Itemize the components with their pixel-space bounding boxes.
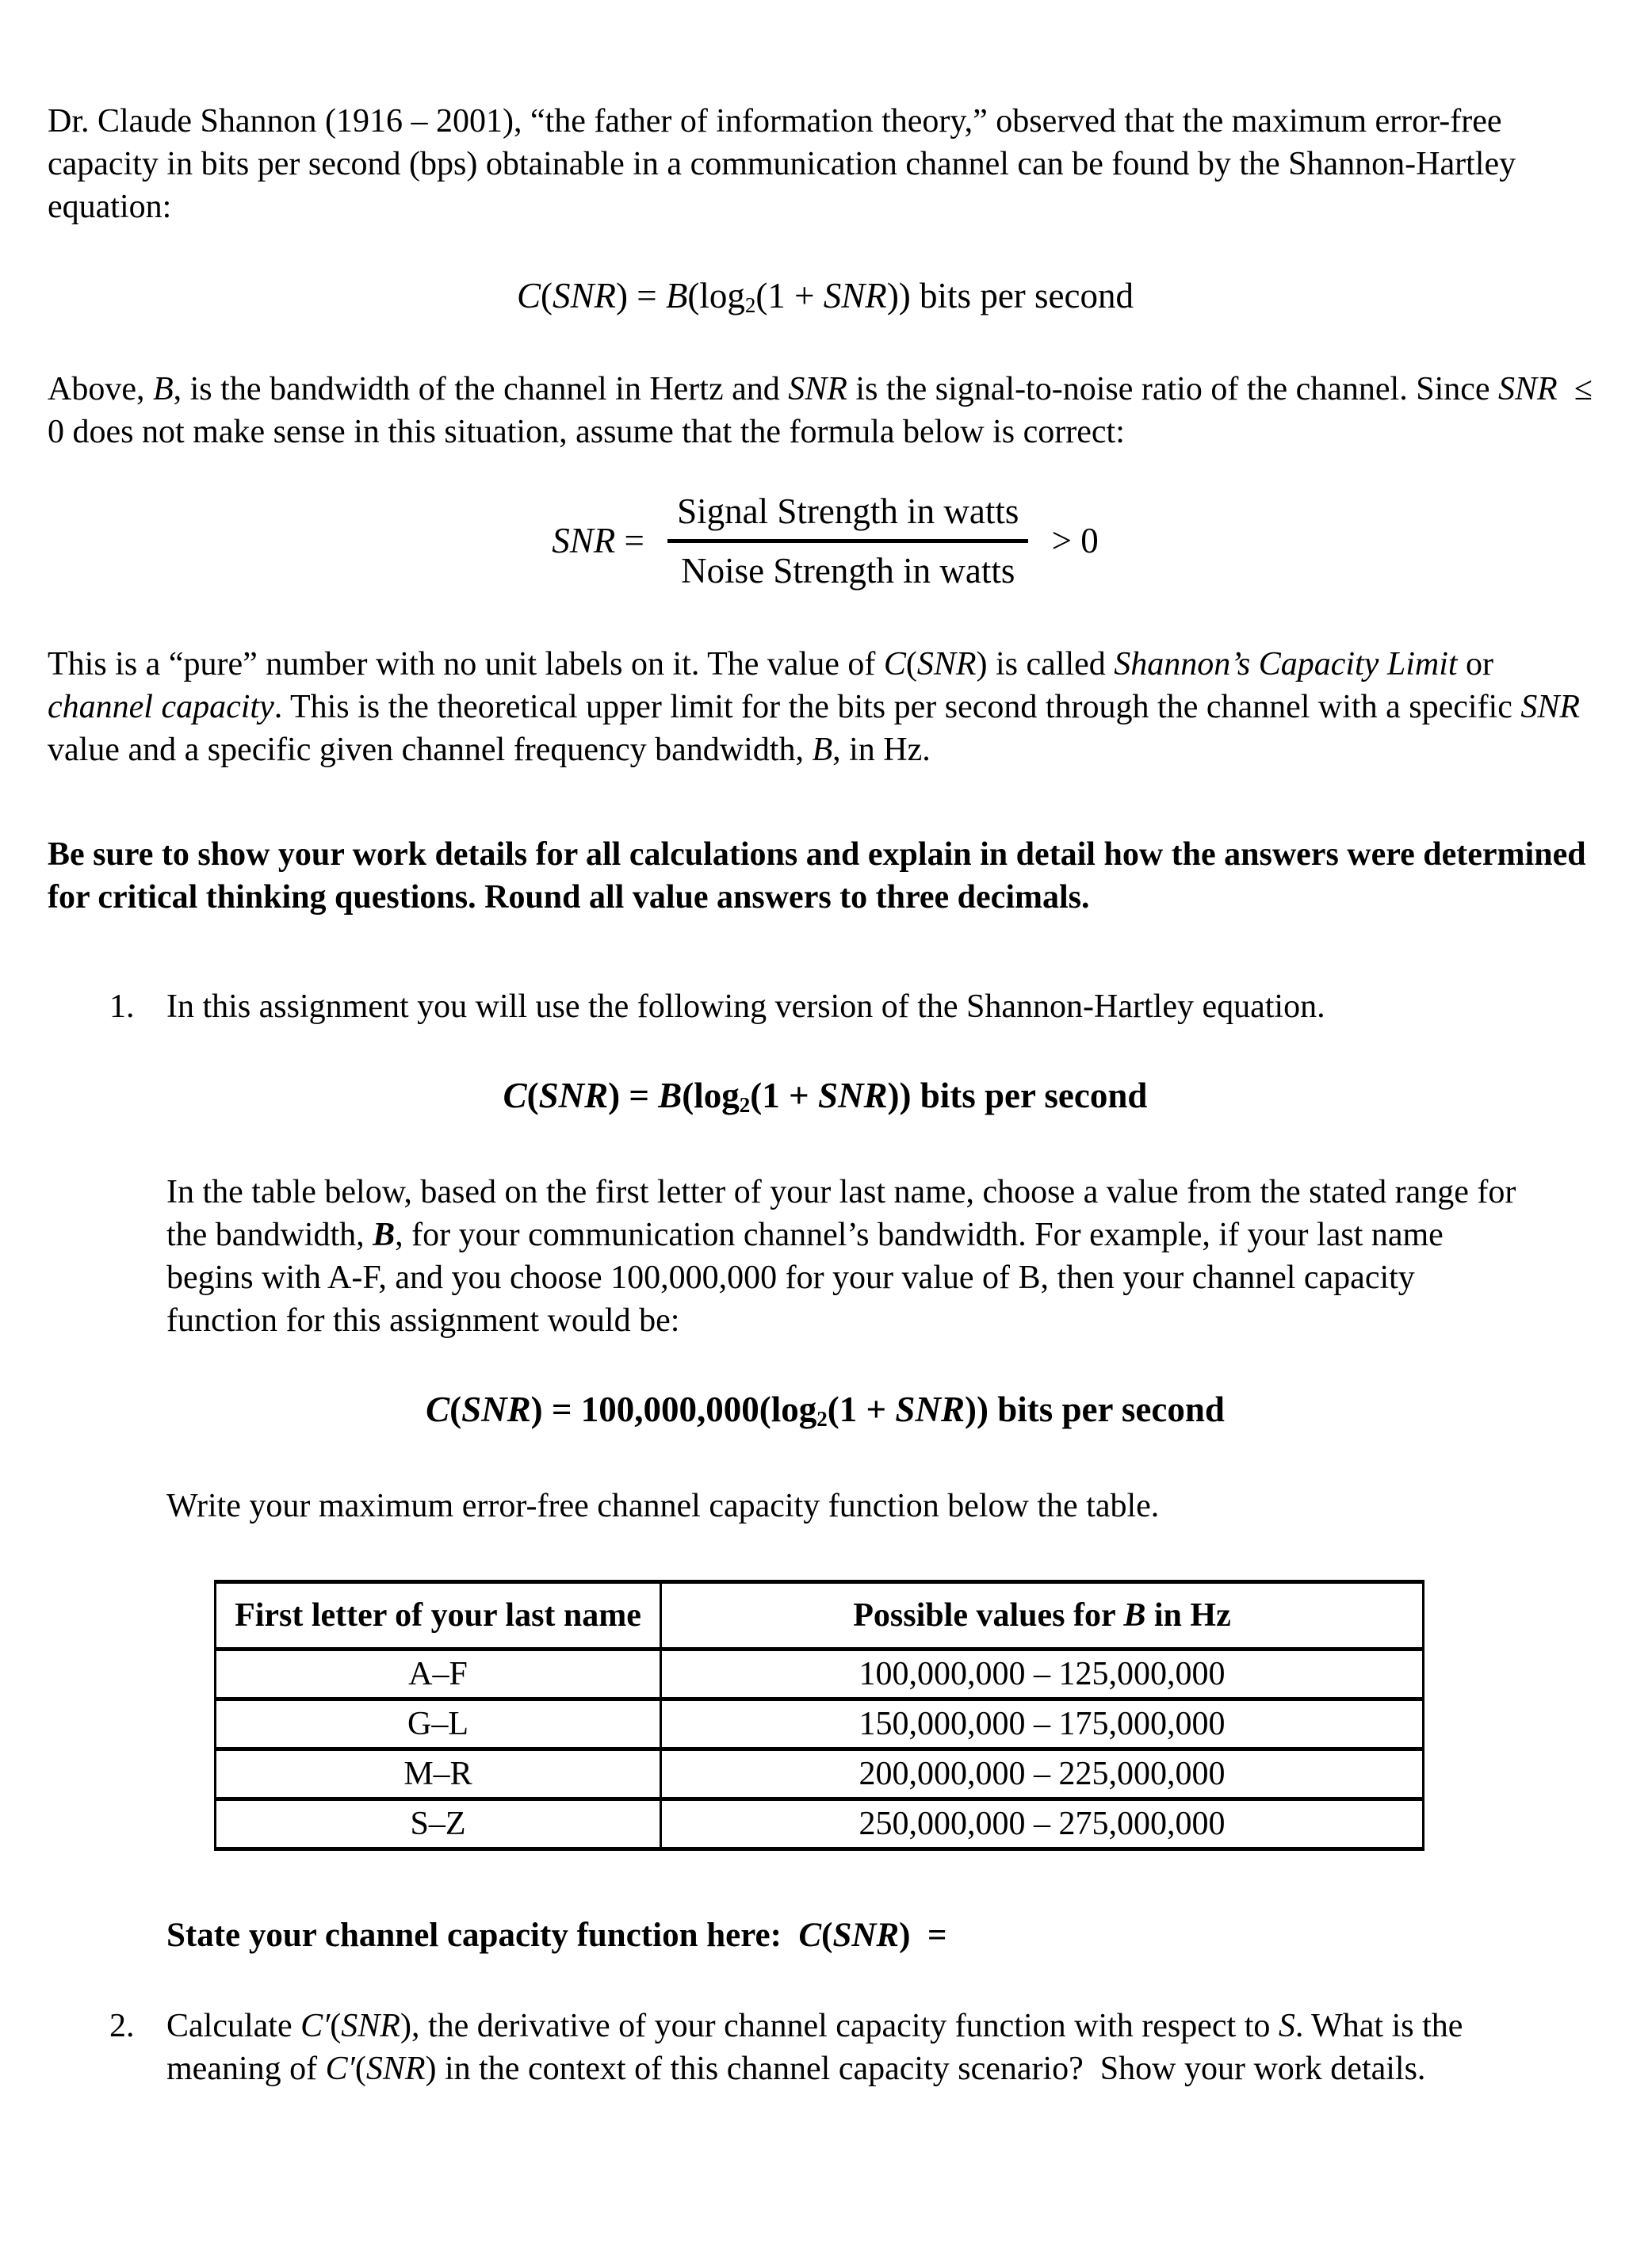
question-1-shannon-equation: $C(SNR) = B(\log_2(1 + SNR))$ bits per second: [503, 1075, 1148, 1117]
capacity-limit-paragraph: This is a “pure” number with no unit labels on it. The value of C(SNR) is called Shannon’s Capacity Limit or channel capacity. This is the theoretical upper limit for the bits per second through the channel with a specific SNR value and a specific given channel frequency bandwidth, B, in Hz.: [48, 645, 1581, 768]
example-capacity-equation: $C(SNR) = 100,000,000(\log_2(1 + SNR))$ bits per second: [426, 1389, 1225, 1431]
table-cell-letters: A–F: [216, 1649, 661, 1699]
table-header-values: Possible values for B in Hz: [661, 1581, 1424, 1649]
question-1-text: In this assignment you will use the following version of the Shannon-Hartley equation.: [166, 988, 1325, 1025]
snr-fraction-denominator: Noise Strength in watts: [681, 550, 1015, 591]
question-2-text: Calculate C′(SNR), the derivative of your channel capacity function with respect to S. What is the meaning of C′(SNR) in the context of this channel capacity scenario? Show your work details.: [166, 2007, 1463, 2087]
table-cell-range: 150,000,000 – 175,000,000: [661, 1699, 1424, 1749]
snr-fraction-numerator: Signal Strength in watts: [667, 488, 1028, 543]
table-row: [216, 1749, 1424, 1799]
shannon-hartley-equation: $C(SNR) = B(\log_2(1 + SNR))$ bits per second: [517, 276, 1134, 317]
snr-formula-condition: > 0: [1051, 521, 1099, 561]
state-function-line: State your channel capacity function here: C(SNR) =: [166, 1916, 947, 1954]
question-1-number: 1.: [109, 988, 135, 1025]
table-row: [216, 1799, 1424, 1848]
bandwidth-paragraph: Above, B, is the bandwidth of the channel in Hertz and SNR is the signal-to-noise ratio of the channel. Since SNR ≤ 0 does not make sense in this situation, assume that the formula below is correct:: [48, 370, 1601, 450]
question-1: [48, 985, 1603, 1957]
table-cell-letters: S–Z: [216, 1799, 661, 1848]
question-2-number: 2.: [109, 2007, 135, 2044]
table-cell-letters: G–L: [216, 1699, 661, 1749]
table-header-letter: First letter of your last name: [216, 1581, 661, 1649]
snr-fraction: [667, 488, 1028, 594]
table-cell-range: 100,000,000 – 125,000,000: [661, 1649, 1424, 1699]
table-row: [216, 1649, 1424, 1699]
table-cell-letters: M–R: [216, 1749, 661, 1799]
table-instructions-paragraph: In the table below, based on the first letter of your last name, choose a value from the stated range for the bandwidth, B, for your communication channel’s bandwidth. For example, if your last name begins with A-F, and you choose 100,000,000 for your value of B, then your channel capacity function for this assignment would be:: [166, 1173, 1516, 1339]
intro-paragraph: Dr. Claude Shannon (1916 – 2001), “the father of information theory,” observed that the maximum error-free capacity in bits per second (bps) obtainable in a communication channel can be found by the Shannon-Hartley equation:: [48, 103, 1516, 225]
snr-formula: [48, 488, 1603, 594]
question-2: [48, 2005, 1603, 2090]
write-function-note: Write your maximum error-free channel capacity function below the table.: [166, 1487, 1160, 1524]
instructions-paragraph: Be sure to show your work details for all calculations and explain in detail how the answers were determined for critical thinking questions. Round all value answers to three decimals.: [48, 835, 1586, 916]
table-cell-range: 200,000,000 – 225,000,000: [661, 1749, 1424, 1799]
question-1-intro-row: [48, 985, 1603, 1028]
table-cell-range: 250,000,000 – 275,000,000: [661, 1799, 1424, 1848]
bandwidth-table: [214, 1580, 1424, 1851]
table-header-row: [216, 1581, 1424, 1649]
table-row: [216, 1699, 1424, 1749]
snr-formula-lhs: SNR =: [552, 521, 644, 561]
